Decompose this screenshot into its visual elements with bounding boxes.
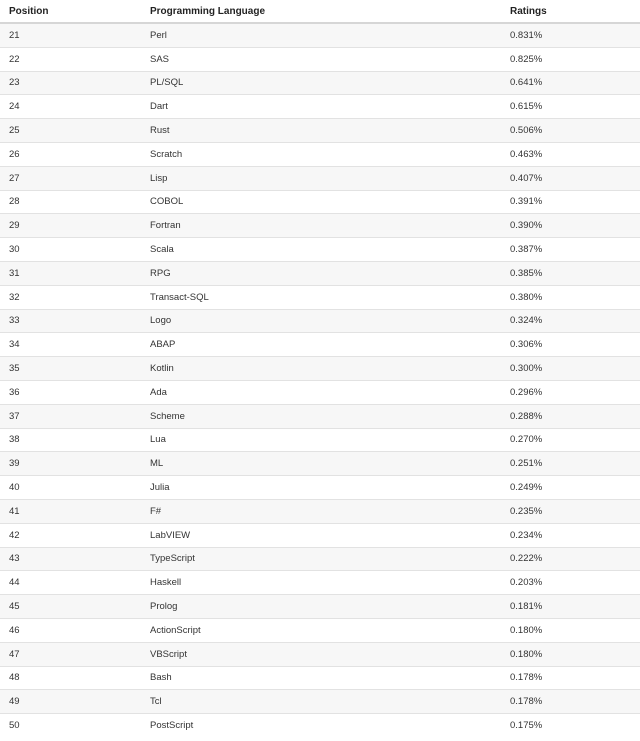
cell-ratings: 0.234%: [510, 523, 640, 547]
cell-ratings: 0.641%: [510, 71, 640, 95]
table-row: [0, 571, 640, 595]
table-row: [0, 333, 640, 357]
cell-position: 33: [0, 309, 150, 333]
cell-ratings: 0.831%: [510, 23, 640, 47]
cell-ratings: 0.825%: [510, 47, 640, 71]
cell-language: Ada: [150, 380, 510, 404]
cell-language: Perl: [150, 23, 510, 47]
cell-ratings: 0.506%: [510, 119, 640, 143]
cell-position: 27: [0, 166, 150, 190]
cell-language: Transact-SQL: [150, 285, 510, 309]
cell-position: 25: [0, 119, 150, 143]
cell-ratings: 0.178%: [510, 666, 640, 690]
cell-position: 36: [0, 380, 150, 404]
cell-language: Rust: [150, 119, 510, 143]
table-row: [0, 452, 640, 476]
cell-ratings: 0.390%: [510, 214, 640, 238]
cell-ratings: 0.385%: [510, 261, 640, 285]
cell-language: PL/SQL: [150, 71, 510, 95]
cell-ratings: 0.180%: [510, 642, 640, 666]
table-row: [0, 142, 640, 166]
table-row: [0, 190, 640, 214]
cell-position: 32: [0, 285, 150, 309]
cell-language: Dart: [150, 95, 510, 119]
cell-ratings: 0.175%: [510, 714, 640, 737]
cell-language: Logo: [150, 309, 510, 333]
cell-position: 21: [0, 23, 150, 47]
cell-ratings: 0.203%: [510, 571, 640, 595]
cell-language: COBOL: [150, 190, 510, 214]
cell-language: Scratch: [150, 142, 510, 166]
table-row: [0, 95, 640, 119]
cell-ratings: 0.300%: [510, 357, 640, 381]
cell-language: ABAP: [150, 333, 510, 357]
table-row: [0, 285, 640, 309]
cell-language: Fortran: [150, 214, 510, 238]
cell-language: Tcl: [150, 690, 510, 714]
cell-ratings: 0.615%: [510, 95, 640, 119]
cell-position: 45: [0, 595, 150, 619]
cell-position: 38: [0, 428, 150, 452]
cell-ratings: 0.407%: [510, 166, 640, 190]
cell-position: 40: [0, 476, 150, 500]
table-row: [0, 642, 640, 666]
cell-ratings: 0.235%: [510, 499, 640, 523]
table-row: [0, 309, 640, 333]
cell-language: Julia: [150, 476, 510, 500]
cell-ratings: 0.222%: [510, 547, 640, 571]
cell-ratings: 0.270%: [510, 428, 640, 452]
cell-position: 24: [0, 95, 150, 119]
table-row: [0, 166, 640, 190]
table-row: [0, 238, 640, 262]
cell-ratings: 0.288%: [510, 404, 640, 428]
cell-language: Kotlin: [150, 357, 510, 381]
cell-position: 26: [0, 142, 150, 166]
cell-language: Scheme: [150, 404, 510, 428]
column-header-ratings[interactable]: Ratings: [510, 0, 640, 23]
cell-language: SAS: [150, 47, 510, 71]
cell-ratings: 0.463%: [510, 142, 640, 166]
table-row: [0, 547, 640, 571]
cell-language: Haskell: [150, 571, 510, 595]
cell-position: 28: [0, 190, 150, 214]
cell-position: 23: [0, 71, 150, 95]
cell-position: 43: [0, 547, 150, 571]
cell-position: 34: [0, 333, 150, 357]
table-row: [0, 71, 640, 95]
cell-position: 29: [0, 214, 150, 238]
table-row: [0, 666, 640, 690]
cell-position: 39: [0, 452, 150, 476]
cell-language: LabVIEW: [150, 523, 510, 547]
cell-position: 50: [0, 714, 150, 737]
table-row: [0, 618, 640, 642]
table-row: [0, 23, 640, 47]
cell-language: Lua: [150, 428, 510, 452]
cell-language: F#: [150, 499, 510, 523]
cell-position: 30: [0, 238, 150, 262]
cell-ratings: 0.387%: [510, 238, 640, 262]
cell-position: 31: [0, 261, 150, 285]
cell-ratings: 0.296%: [510, 380, 640, 404]
cell-position: 35: [0, 357, 150, 381]
table-row: [0, 595, 640, 619]
table-row: [0, 119, 640, 143]
cell-language: Bash: [150, 666, 510, 690]
table-row: [0, 523, 640, 547]
table-row: [0, 261, 640, 285]
table-row: [0, 47, 640, 71]
cell-language: Prolog: [150, 595, 510, 619]
table-row: [0, 690, 640, 714]
column-header-language[interactable]: Programming Language: [150, 0, 510, 23]
cell-language: RPG: [150, 261, 510, 285]
table-row: [0, 428, 640, 452]
cell-language: Scala: [150, 238, 510, 262]
column-header-position[interactable]: Position: [0, 0, 150, 23]
cell-position: 42: [0, 523, 150, 547]
table-body: [0, 23, 640, 737]
cell-ratings: 0.249%: [510, 476, 640, 500]
table-row: [0, 404, 640, 428]
cell-ratings: 0.380%: [510, 285, 640, 309]
table-row: [0, 499, 640, 523]
cell-language: VBScript: [150, 642, 510, 666]
cell-ratings: 0.178%: [510, 690, 640, 714]
cell-ratings: 0.180%: [510, 618, 640, 642]
cell-ratings: 0.324%: [510, 309, 640, 333]
cell-language: PostScript: [150, 714, 510, 737]
cell-position: 22: [0, 47, 150, 71]
table-row: [0, 476, 640, 500]
cell-language: ActionScript: [150, 618, 510, 642]
cell-language: Lisp: [150, 166, 510, 190]
table-row: [0, 380, 640, 404]
cell-position: 41: [0, 499, 150, 523]
table-row: [0, 714, 640, 737]
cell-language: TypeScript: [150, 547, 510, 571]
cell-position: 37: [0, 404, 150, 428]
table-row: [0, 357, 640, 381]
cell-position: 48: [0, 666, 150, 690]
cell-ratings: 0.306%: [510, 333, 640, 357]
table-row: [0, 214, 640, 238]
cell-ratings: 0.391%: [510, 190, 640, 214]
cell-language: ML: [150, 452, 510, 476]
table-header-row: [0, 0, 640, 23]
cell-ratings: 0.181%: [510, 595, 640, 619]
cell-ratings: 0.251%: [510, 452, 640, 476]
cell-position: 49: [0, 690, 150, 714]
cell-position: 47: [0, 642, 150, 666]
cell-position: 44: [0, 571, 150, 595]
cell-position: 46: [0, 618, 150, 642]
